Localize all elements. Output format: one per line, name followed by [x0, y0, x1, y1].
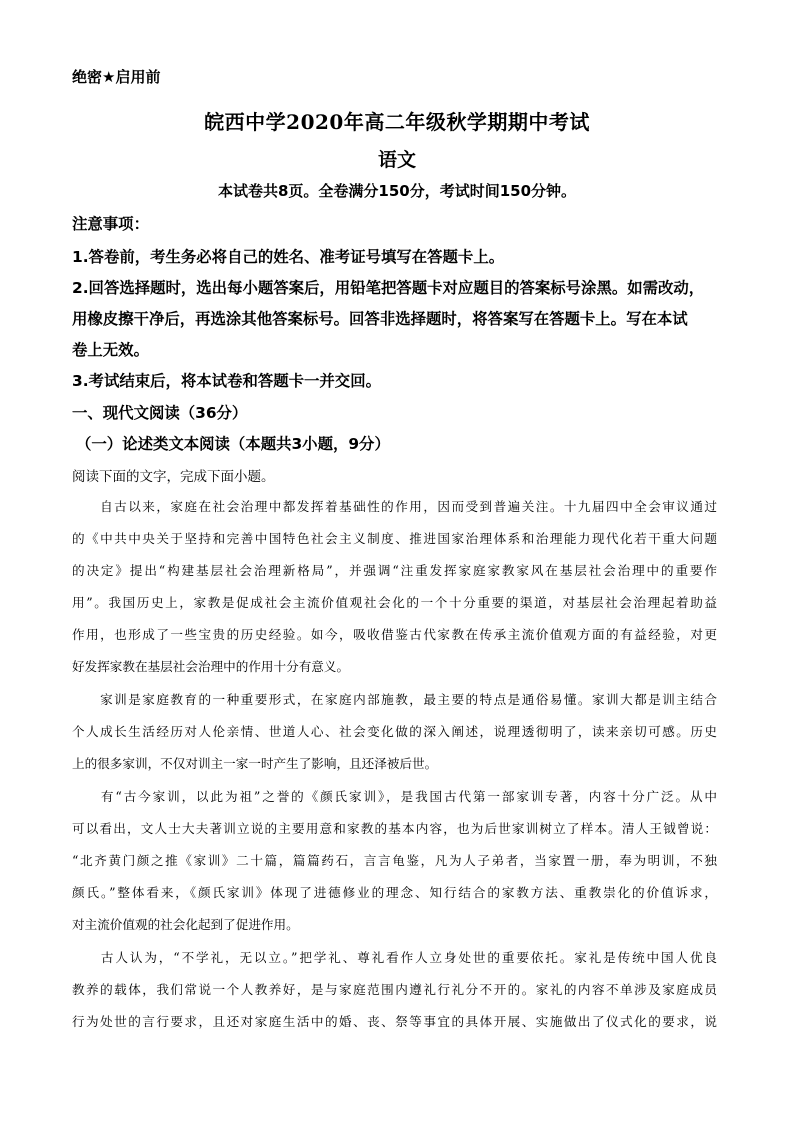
passage-line: 作用，也形成了一些宝贵的历史经验。如今，吸收借鉴古代家教在传承主流价值观方面的有益经验，对更 [72, 627, 717, 642]
passage-line: 上的很多家训，不仅对训主一家一时产生了影响，且还泽被后世。 [72, 756, 438, 771]
passage-line: 可以看出，文人士大夫著训立说的主要用意和家教的基本内容，也为后世家训树立了样本。清人王钺曾说： [72, 821, 717, 836]
passage-line: 家训是家庭教育的一种重要形式，在家庭内部施教，最主要的特点是通俗易懂。家训大都是训主结合 [72, 692, 717, 707]
exam-info: 本试卷共8页。全卷满分150分，考试时间150分钟。 [217, 182, 577, 200]
passage-line: 好发挥家教在基层社会治理中的作用十分有意义。 [72, 659, 350, 674]
passage-line: 自古以来，家庭在社会治理中都发挥着基础性的作用，因而受到普遍关注。十九届四中全会审议通过 [72, 499, 717, 514]
passage-line: 颜氏。”整体看来，《颜氏家训》体现了进德修业的理念、知行结合的家教方法、重教崇化的价值诉求， [72, 885, 717, 900]
subject-title: 语文 [377, 149, 416, 171]
passage-line: 个人成长生活经历对人伦亲情、世道人心、社会变化做的深入阐述，说理透彻明了，读来亲切可感。历史 [72, 724, 717, 739]
passage-line: 教养的载体，我们常说一个人教养好，是与家庭范围内遵礼行礼分不开的。家礼的内容不单涉及家庭成员 [72, 982, 717, 997]
passage-line: 的《中共中央关于坚持和完善中国特色社会主义制度、推进国家治理体系和治理能力现代化若干重大问题 [72, 531, 717, 546]
passage-line: 古人认为，“不学礼，无以立。”把学礼、尊礼看作人立身处世的重要依托。家礼是传统中国人优良 [72, 950, 717, 965]
passage-line: 行为处世的言行要求，且还对家庭生活中的婚、丧、祭等事宜的具体开展、实施做出了仪式化的要求，说 [72, 1014, 717, 1029]
subsection-heading: （一）论述类文本阅读（本题共3小题，9分） [76, 435, 390, 453]
passage-line: 的决定》提出“构建基层社会治理新格局”，并强调“注重发挥家庭家教家风在基层社会治理中的重要作 [72, 563, 717, 578]
notice-heading: 注意事项： [72, 215, 149, 233]
instruction: 阅读下面的文字，完成下面小题。 [72, 469, 275, 485]
passage-line: “北齐黄门颜之推《家训》二十篇，篇篇药石，言言龟鉴，凡为人子弟者，当家置一册，奉为明训，不独 [72, 853, 717, 868]
notice-line: 3.考试结束后，将本试卷和答题卡一并交回。 [72, 372, 381, 390]
notice-line: 2.回答选择题时，选出每小题答案后，用铅笔把答题卡对应题目的答案标号涂黑。如需改动， [72, 279, 705, 297]
notice-line: 1.答卷前，考生务必将自己的姓名、准考证号填写在答题卡上。 [72, 248, 505, 266]
notice-line: 卷上无效。 [72, 341, 149, 359]
passage-line: 有“古今家训，以此为祖”之誉的《颜氏家训》，是我国古代第一部家训专著，内容十分广泛。从中 [72, 789, 717, 804]
notice-line: 用橡皮擦干净后，再选涂其他答案标号。回答非选择题时，将答案写在答题卡上。写在本试 [72, 310, 688, 328]
passage-line: 用”。我国历史上，家教是促成社会主流价值观社会化的一个十分重要的渠道，对基层社会治理起着助益 [72, 595, 717, 610]
section-heading: 一、现代文阅读（36分） [72, 404, 248, 422]
passage-line: 对主流价值观的社会化起到了促进作用。 [72, 917, 299, 932]
confidential-label: 绝密★启用前 [72, 68, 161, 86]
exam-title: 皖西中学2020年高二年级秋学期期中考试 [204, 110, 590, 134]
